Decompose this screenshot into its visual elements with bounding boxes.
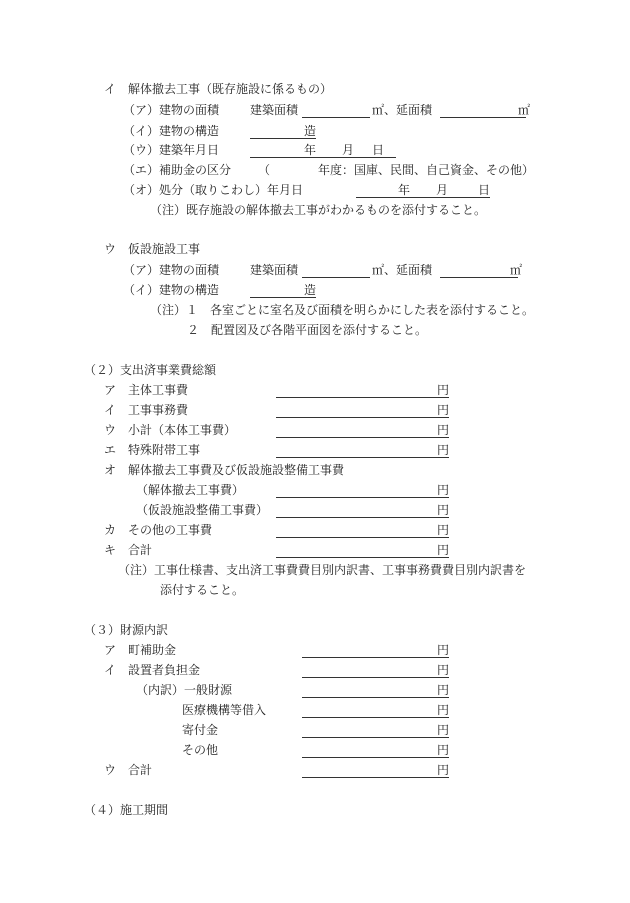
expense-amount-field[interactable] (276, 423, 449, 438)
section-u-title: ウ 仮設施設工事 (104, 242, 201, 256)
yen-unit: 円 (436, 683, 449, 697)
yen-unit: 円 (436, 443, 449, 457)
expense-amount-field[interactable] (276, 503, 449, 518)
year-label: 年 (304, 143, 317, 157)
expense-row-label: ウ 小計（本体工事費） (104, 423, 237, 437)
section-2-note-1: （注）工事仕様書、支出済工事費費目別内訳書、工事事務費費目別内訳書を (118, 563, 527, 577)
expense-row-label: ア 主体工事費 (104, 383, 189, 397)
expense-row-label: イ 工事事務費 (104, 403, 189, 417)
section-u-floor-label: 建築面積 (250, 263, 299, 277)
section-u-floor-unit: ㎡ (372, 263, 385, 277)
month-label: 月 (436, 183, 449, 197)
funding-row-label: ウ 合計 (104, 763, 153, 777)
yen-unit: 円 (436, 703, 449, 717)
section-2-title: （２）支出済事業費総額 (84, 363, 217, 377)
zo-suffix: 造 (303, 124, 316, 138)
funding-row-label: （内訳）一般財源 (136, 683, 233, 697)
section-u-structure-field[interactable] (250, 283, 316, 298)
yen-unit: 円 (436, 423, 449, 437)
section-u-total-field[interactable] (440, 263, 518, 278)
section-3-title: （３）財源内訳 (84, 623, 169, 637)
funding-amount-field[interactable] (302, 743, 449, 758)
expense-amount-field[interactable] (276, 443, 449, 458)
yen-unit: 円 (436, 763, 449, 777)
expense-amount-field[interactable] (276, 523, 449, 538)
expense-row-label: キ 合計 (104, 543, 153, 557)
yen-unit: 円 (436, 743, 449, 757)
expense-row-label: エ 特殊附帯工事 (104, 443, 201, 457)
funding-amount-field[interactable] (302, 723, 449, 738)
day-label: 日 (372, 143, 385, 157)
section-u-sep-label: 、延面積 (384, 263, 433, 277)
funding-amount-field[interactable] (302, 763, 449, 778)
funding-amount-field[interactable] (302, 643, 449, 658)
section-u-note-2: ２ 配置図及び各階平面図を添付すること。 (187, 323, 428, 337)
expense-row-label: オ 解体撤去工事費及び仮設施設整備工事費 (104, 463, 345, 477)
funding-row-label: イ 設置者負担金 (104, 663, 201, 677)
expense-row-label: カ その他の工事費 (104, 523, 213, 537)
section-i-structure-field[interactable] (250, 124, 316, 139)
section-i-built-date-field[interactable] (250, 143, 396, 158)
section-i-floor-unit: ㎡ (372, 103, 385, 117)
section-i-disposal-label: （オ）処分（取りこわし）年月日 (123, 183, 304, 197)
section-i-note: （注）既存施設の解体撤去工事がわかるものを添付すること。 (150, 203, 487, 217)
section-i-area-label: （ア）建物の面積 (123, 103, 220, 117)
expense-amount-field[interactable] (276, 383, 449, 398)
yen-unit: 円 (436, 483, 449, 497)
section-2-note-2: 添付すること。 (160, 583, 245, 597)
day-label: 日 (478, 183, 491, 197)
section-i-total-unit: ㎡ (518, 103, 531, 117)
expense-amount-field[interactable] (276, 403, 449, 418)
yen-unit: 円 (436, 523, 449, 537)
yen-unit: 円 (436, 543, 449, 557)
section-i-subsidy-paren: （ (258, 163, 271, 177)
zo-suffix: 造 (303, 283, 316, 297)
section-i-title: イ 解体撤去工事（既存施設に係るもの） (104, 82, 333, 96)
expense-amount-field[interactable] (276, 543, 449, 558)
month-label: 月 (342, 143, 355, 157)
section-i-floor-label: 建築面積 (250, 103, 299, 117)
section-i-floor-field[interactable] (302, 103, 370, 118)
funding-amount-field[interactable] (302, 663, 449, 678)
expense-amount-field[interactable] (276, 483, 449, 498)
yen-unit: 円 (436, 403, 449, 417)
section-4-title: （４）施工期間 (84, 803, 169, 817)
section-i-structure-label: （イ）建物の構造 (123, 124, 220, 138)
section-u-floor-field[interactable] (302, 263, 370, 278)
section-u-total-unit: ㎡ (510, 263, 523, 277)
section-u-note-1: （注）１ 各室ごとに室名及び面積を明らかにした表を添付すること。 (150, 303, 535, 317)
funding-row-label: その他 (182, 743, 219, 757)
funding-amount-field[interactable] (302, 703, 449, 718)
funding-row-label: 医療機構等借入 (182, 703, 267, 717)
funding-amount-field[interactable] (302, 683, 449, 698)
yen-unit: 円 (436, 663, 449, 677)
section-i-subsidy-label: （エ）補助金の区分 (123, 163, 232, 177)
yen-unit: 円 (436, 643, 449, 657)
funding-row-label: ア 町補助金 (104, 643, 177, 657)
section-u-structure-label: （イ）建物の構造 (123, 283, 220, 297)
section-i-built-date-label: （ウ）建築年月日 (123, 143, 220, 157)
section-i-disposal-date-field[interactable] (356, 183, 490, 198)
section-i-total-field[interactable] (440, 103, 526, 118)
expense-row-label: （仮設施設整備工事費） (136, 503, 269, 517)
yen-unit: 円 (436, 503, 449, 517)
funding-row-label: 寄付金 (182, 723, 219, 737)
yen-unit: 円 (436, 383, 449, 397)
section-i-sep-label: 、延面積 (384, 103, 433, 117)
expense-row-label: （解体撤去工事費） (136, 483, 245, 497)
section-i-subsidy-text: 年度：国庫、民間、自己資金、その他） (318, 163, 535, 177)
year-label: 年 (398, 183, 411, 197)
section-u-area-label: （ア）建物の面積 (123, 263, 220, 277)
yen-unit: 円 (436, 723, 449, 737)
